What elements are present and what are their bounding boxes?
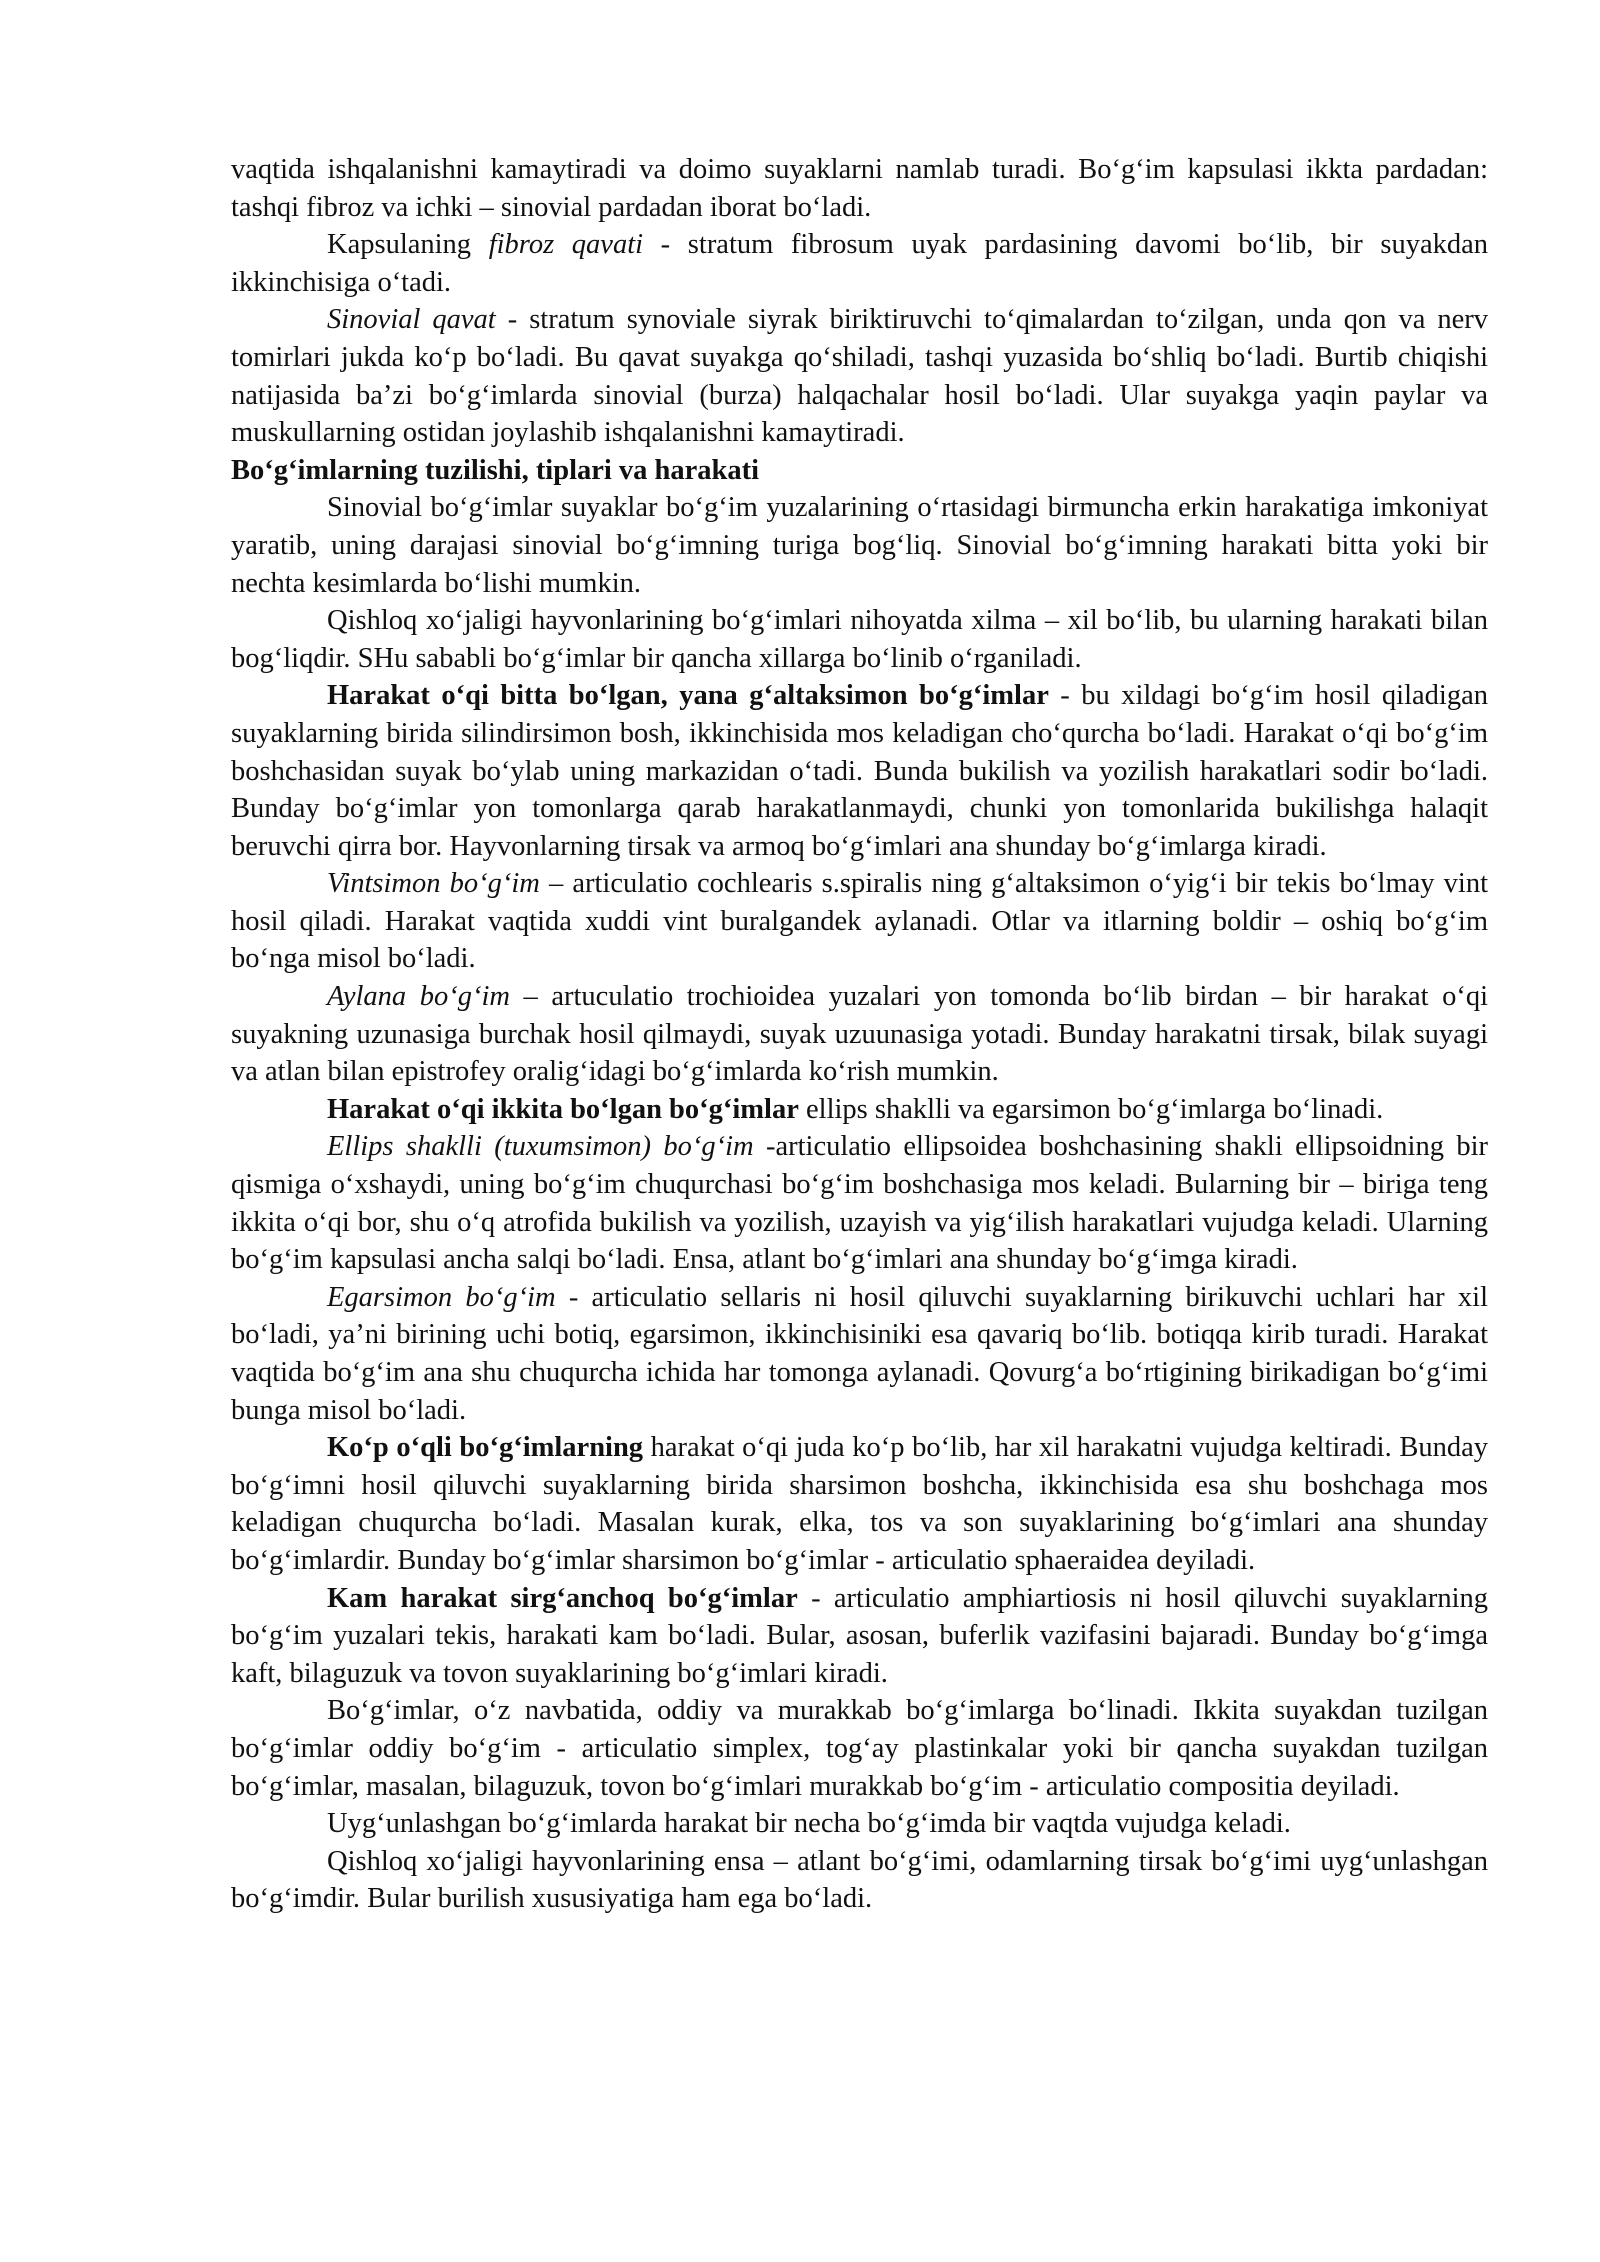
- paragraph-ensa-atlant: [231, 1843, 1488, 1918]
- paragraph-ellips: [231, 1128, 1488, 1278]
- paragraph-qishloq-hayvonlari: [231, 602, 1488, 677]
- paragraph-oddiy-murakkab: [231, 1692, 1488, 1805]
- paragraph-text: -articulatio ellipsoidea boshchasining shakli ellipsoidning bir qismiga o‘xshaydi, uning bo‘g‘im chuqurchasi bo‘g‘im boshchasiga mos keladi. Bularning bir – biriga teng ikkita o‘qi bor, shu o‘q atrofida bukilish va yozilish, uzayish va yig‘ilish harakatlari vujudga keladi. Ularning bo‘g‘im kapsulasi ancha salqi bo‘ladi. Ensa, atlant bo‘g‘imlari ana shunday bo‘g‘imga kiradi.: [231, 1131, 1488, 1276]
- term-ellips: Ellips shaklli (tuxumsimon) bo‘g‘im: [327, 1131, 754, 1163]
- paragraph-sinovial-qavat: [231, 301, 1488, 451]
- paragraph-egarsimon: [231, 1279, 1488, 1429]
- paragraph-aylana: [231, 978, 1488, 1091]
- paragraph-ikki-oqli: [231, 1091, 1488, 1129]
- term-vintsimon: Vintsimon bo‘g‘im: [327, 868, 540, 900]
- paragraph-kop-oqli: [231, 1429, 1488, 1579]
- paragraph-sinovial-bogimlar: [231, 489, 1488, 602]
- paragraph-kam-harakat: [231, 1580, 1488, 1693]
- term-kop-oqli: Ko‘p o‘qli bo‘g‘imlarning: [327, 1432, 644, 1464]
- paragraph-uygunlashgan: [231, 1805, 1488, 1843]
- paragraph-text: - articulatio amphiartiosis ni hosil qiluvchi suyaklarning bo‘g‘im yuzalari tekis, harakati kam bo‘ladi. Bular, asosan, buferlik vazifasini bajaradi. Bunday bo‘g‘imga kaft, bilaguzuk va tovon suyaklarining bo‘g‘imlari kiradi.: [231, 1582, 1488, 1689]
- paragraph-text: ellips shaklli va egarsimon bo‘g‘imlarga bo‘linadi.: [798, 1093, 1384, 1125]
- paragraph-text: - stratum fibrosum uyak pardasining davomi bo‘lib, bir suyakdan ikkinchisiga o‘tadi.: [231, 229, 1489, 298]
- paragraph-text: - stratum synoviale siyrak biriktiruvchi to‘qimalardan to‘zilgan, unda qon va nerv tomirlari jukda ko‘p bo‘ladi. Bu qavat suyakga qo‘shiladi, tashqi yuzasida bo‘shliq bo‘ladi. Burtib chiqishi natijasida ba’zi bo‘g‘imlarda sinovial (burza) halqachalar hosil bo‘ladi. Ular suyakga yaqin paylar va muskullarning ostidan joylashib ishqalanishni kamaytiradi.: [231, 304, 1488, 449]
- document-page: [231, 151, 1488, 1918]
- paragraph-galtaksimon: [231, 677, 1488, 865]
- term-kam-harakat: Kam harakat sirg‘anchoq bo‘g‘imlar: [327, 1582, 798, 1614]
- section-heading: Bo‘g‘imlarning tuzilishi, tiplari va harakati: [231, 454, 760, 486]
- term-fibroz-qavati: fibroz qavati: [488, 229, 644, 261]
- paragraph-fibroz-qavati: [231, 226, 1488, 301]
- paragraph-vintsimon: [231, 865, 1488, 978]
- term-galtaksimon: Harakat o‘qi bitta bo‘lgan, yana g‘altaksimon bo‘g‘imlar: [327, 680, 1049, 712]
- term-ikki-oqli: Harakat o‘qi ikkita bo‘lgan bo‘g‘imlar: [327, 1093, 799, 1125]
- term-aylana: Aylana bo‘g‘im: [327, 981, 510, 1013]
- paragraph-text: - articulatio sellaris ni hosil qiluvchi suyaklarning birikuvchi uchlari har xil bo‘ladi, ya’ni birining uchi botiq, egarsimon, ikkinchisiniki esa qavariq bo‘lib. botiqqa kirib turadi. Harakat vaqtida bo‘g‘im ana shu chuqurcha ichida har tomonga aylanadi. Qovurg‘a bo‘rtigining birikadigan bo‘g‘imi bunga misol bo‘ladi.: [231, 1281, 1488, 1426]
- paragraph-lead: Kapsulaning: [327, 229, 489, 261]
- paragraph-1-text: vaqtida ishqalanishni kamaytiradi va doimo suyaklarni namlab turadi. Bo‘g‘im kapsulasi ikkta pardadan: tashqi fibroz va ichki – sinovial pardadan iborat bo‘ladi.: [231, 154, 1488, 223]
- paragraph-text: harakat o‘qi juda ko‘p bo‘lib, har xil harakatni vujudga keltiradi. Bunday bo‘g‘imni hosil qiluvchi suyaklarning birida sharsimon boshcha, ikkinchisida esa shu boshchaga mos keladigan chuqurcha bo‘ladi. Masalan kurak, elka, tos va son suyaklarining bo‘g‘imlari ana shunday bo‘g‘imlardir. Bunday bo‘g‘imlar sharsimon bo‘g‘imlar - articulatio sphaeraidea deyiladi.: [231, 1432, 1488, 1576]
- paragraph-text: – artuculatio trochioidea yuzalari yon tomonda bo‘lib birdan – bir harakat o‘qi suyakning uzunasiga burchak hosil qilmaydi, suyak uzuunasiga yotadi. Bunday harakatni tirsak, bilak suyagi va atlan bilan epistrofey oralig‘idagi bo‘g‘imlarda ko‘rish mumkin.: [231, 981, 1488, 1088]
- term-sinovial-qavat: Sinovial qavat: [327, 304, 496, 336]
- term-egarsimon: Egarsimon bo‘g‘im: [327, 1281, 556, 1313]
- paragraph-text: Qishloq xo‘jaligi hayvonlarining ensa – atlant bo‘g‘imi, odamlarning tirsak bo‘g‘imi uyg‘unlashgan bo‘g‘imdir. Bular burilish xususiyatiga ham ega bo‘ladi.: [231, 1845, 1488, 1915]
- paragraph-text: Bo‘g‘imlar, o‘z navbatida, oddiy va murakkab bo‘g‘imlarga bo‘linadi. Ikkita suyakdan tuzilgan bo‘g‘imlar oddiy bo‘g‘im - articulatio simplex, tog‘ay plastinkalar yoki bir qancha suyakdan tuzilgan bo‘g‘imlar, masalan, bilaguzuk, tovon bo‘g‘imlari murakkab bo‘g‘im - articulatio compositia deyiladi.: [231, 1695, 1488, 1802]
- paragraph-text: Qishloq xo‘jaligi hayvonlarining bo‘g‘imlari nihoyatda xilma – xil bo‘lib, bu ularning harakati bilan bog‘liqdir. SHu sababli bo‘g‘imlar bir qancha xillarga bo‘linib o‘rganiladi.: [231, 605, 1488, 674]
- paragraph-text: Uyg‘unlashgan bo‘g‘imlarda harakat bir necha bo‘g‘imda bir vaqtda vujudga keladi.: [327, 1808, 1291, 1840]
- paragraph-text: – articulatio cochlearis s.spiralis ning g‘altaksimon o‘yig‘i bir tekis bo‘lmay vint hosil qiladi. Harakat vaqtida xuddi vint buralgandek aylanadi. Otlar va itlarning boldir – oshiq bo‘g‘im bo‘nga misol bo‘ladi.: [231, 868, 1488, 975]
- paragraph-text: - bu xildagi bo‘g‘im hosil qiladigan suyaklarning birida silindirsimon bosh, ikkinchisida mos keladigan cho‘qurcha bo‘ladi. Harakat o‘qi bo‘g‘im boshchasidan suyak bo‘ylab uning markazidan o‘tadi. Bunda bukilish va yozilish harakatlari sodir bo‘ladi. Bunday bo‘g‘imlar yon tomonlarga qarab harakatlanmaydi, chunki yon tomonlarida bukilishga halaqit beruvchi qirra bor. Hayvonlarning tirsak va armoq bo‘g‘imlari ana shunday bo‘g‘imlarga kiradi.: [231, 680, 1488, 862]
- paragraph-text: Sinovial bo‘g‘imlar suyaklar bo‘g‘im yuzalarining o‘rtasidagi birmuncha erkin harakatiga imkoniyat yaratib, uning darajasi sinovial bo‘g‘imning turiga bog‘liq. Sinovial bo‘g‘imning harakati bitta yoki bir nechta kesimlarda bo‘lishi mumkin.: [231, 492, 1488, 599]
- paragraph-1: [231, 151, 1488, 226]
